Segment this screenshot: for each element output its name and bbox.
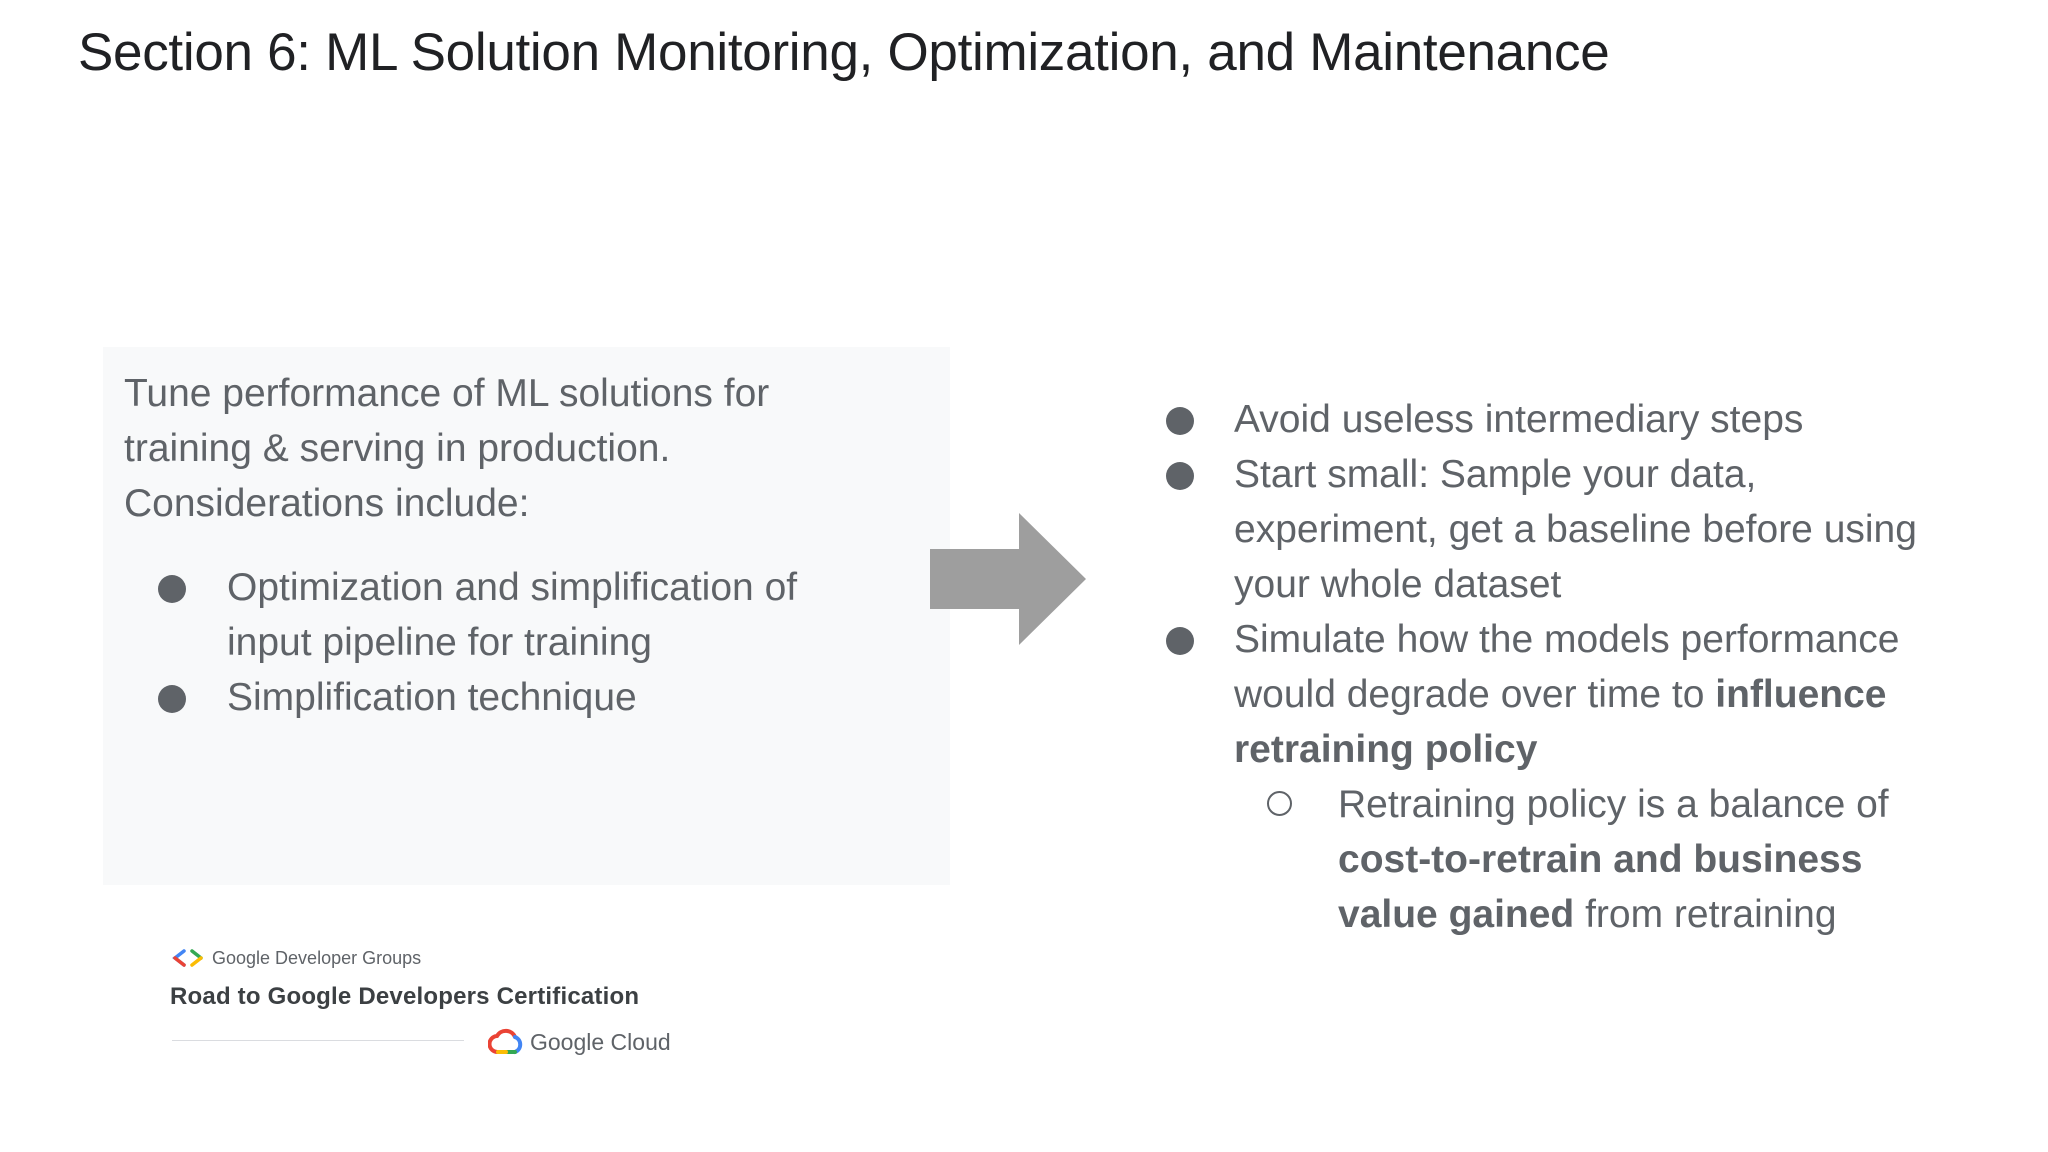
divider: [172, 1040, 464, 1041]
bullet-text: would degrade over time to: [1234, 673, 1716, 716]
bullet-circle-icon: [1267, 791, 1292, 816]
bullet-text: Start small: Sample your data,: [1234, 453, 1757, 496]
bullet-emphasis: retraining policy: [1234, 728, 1538, 771]
intro-line: Tune performance of ML solutions for: [124, 372, 770, 415]
left-bullet-item: [155, 560, 915, 670]
google-cloud-text: Google Cloud: [530, 1028, 671, 1055]
bullet-text: from retraining: [1574, 893, 1837, 936]
left-bullet-list: [155, 560, 915, 725]
bullet-emphasis: value gained: [1338, 893, 1575, 936]
sub-bullet-item: [1234, 777, 2003, 942]
bullet-dot-icon: [1166, 627, 1194, 655]
right-bullet-item: [1163, 447, 2003, 612]
bullet-text: Optimization and simplification of: [227, 566, 798, 609]
right-bullet-list: [1163, 392, 2003, 942]
bullet-text-line: [1234, 722, 2003, 777]
gdg-text: Google Developer Groups: [212, 947, 422, 968]
right-bullet-item: [1163, 612, 2003, 942]
bullet-text: Simulate how the models performance: [1234, 618, 1900, 661]
bullet-dot-icon: [1166, 407, 1194, 435]
intro-line: Considerations include:: [124, 482, 530, 525]
sub-bullet-list: [1234, 777, 2003, 942]
bullet-emphasis: influence: [1715, 673, 1887, 716]
intro-line: training & serving in production.: [124, 427, 671, 470]
bullet-emphasis: cost-to-retrain and business: [1338, 838, 1863, 881]
gdg-logo: [170, 945, 421, 971]
slide-title: Section 6: ML Solution Monitoring, Optimization, and Maintenance: [78, 23, 1610, 82]
bullet-text-line: [1234, 667, 2003, 722]
bullet-text: Simplification technique: [227, 676, 637, 719]
bullet-text: Retraining policy is a balance of: [1338, 783, 1889, 826]
google-cloud-icon: [488, 1028, 524, 1056]
certification-logo: [170, 945, 680, 1065]
bullet-text-line: [1338, 887, 2003, 942]
bullet-text: Avoid useless intermediary steps: [1234, 398, 1804, 441]
bullet-dot-icon: [1166, 462, 1194, 490]
left-bullet-item: [155, 670, 915, 725]
program-title: Road to Google Developers Certification: [170, 983, 640, 1010]
right-bullet-item: [1163, 392, 2003, 447]
bullet-text: your whole dataset: [1234, 563, 1562, 606]
arrow-shape: [930, 513, 1086, 645]
bullet-dot-icon: [158, 575, 186, 603]
bullet-dot-icon: [158, 685, 186, 713]
bullet-text-line: [1338, 832, 2003, 887]
google-cloud-logo: [488, 1027, 671, 1057]
gdg-brackets-icon: [170, 948, 206, 968]
bullet-text: experiment, get a baseline before using: [1234, 508, 1917, 551]
bullet-text: input pipeline for training: [227, 621, 652, 664]
left-panel-intro: [124, 366, 924, 531]
right-arrow-icon: [930, 513, 1086, 645]
